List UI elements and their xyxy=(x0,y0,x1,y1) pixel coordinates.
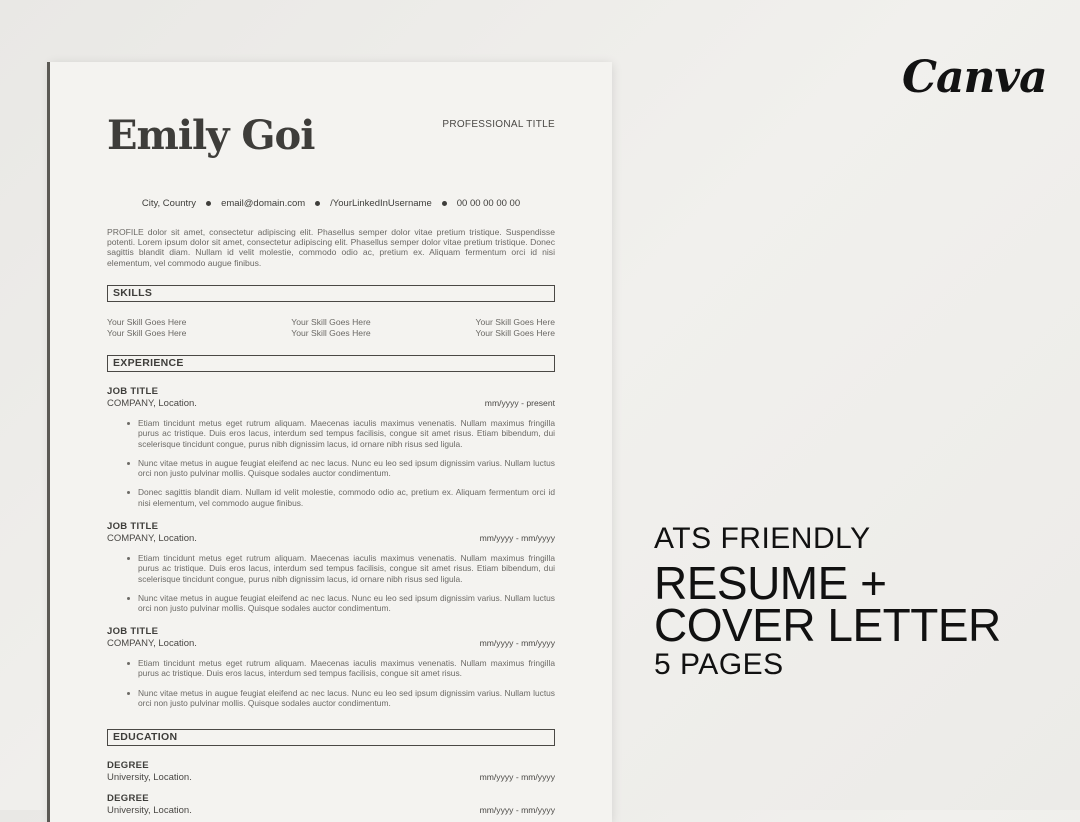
job-bullet: Etiam tincidunt metus eget rutrum aliquam. Maecenas iaculis maximus venenatis. Nullam maximus fringilla purus ac tristique. Duis eros lacus, interdum sed tempus facilisis, congue sit amet risus. Etiam bibendum, dui scelerisque tincidunt congue, purus nibh dignissim lacus, id ornare nibh risus sed ligula. xyxy=(138,553,555,584)
canva-logo: Canva xyxy=(902,52,1047,103)
job-entry xyxy=(107,386,555,517)
job-bullet: Etiam tincidunt metus eget rutrum aliquam. Maecenas iaculis maximus venenatis. Nullam maximus fringilla purus ac tristique. Duis eros lacus, interdum sed tempus facilisis, congue sit amet risus. xyxy=(138,658,555,679)
bullet-dot xyxy=(315,201,320,206)
school: University, Location. xyxy=(107,772,192,783)
job-bullet: Donec sagittis blandit diam. Nullam id velit molestie, commodo odio ac, pretium ex. Aliquam fermentum orci id nisi elementum, vel commodo augue finibus. xyxy=(138,487,555,508)
job-bullets xyxy=(107,418,555,508)
job-entry xyxy=(107,521,555,622)
contact-linkedin: /YourLinkedInUsername xyxy=(330,198,432,209)
professional-title: PROFESSIONAL TITLE xyxy=(442,119,555,130)
promo-line-pages: 5 PAGES xyxy=(654,648,784,681)
education-entry xyxy=(107,793,555,816)
job-company-row xyxy=(107,638,555,649)
job-bullet: Nunc vitae metus in augue feugiat eleifend ac nec lacus. Nunc eu leo sed ipsum dignissim varius. Nullam luctus orci non justo pulvinar mollis. Quisque sodales auctor condimentum. xyxy=(138,457,555,479)
job-dates: mm/yyyy - mm/yyyy xyxy=(479,638,555,648)
skill-item: Your Skill Goes Here xyxy=(107,327,187,338)
education-row xyxy=(107,805,555,816)
promo-headline xyxy=(654,522,1001,682)
skill-item: Your Skill Goes Here xyxy=(291,327,371,338)
resume-name: Emily Goi xyxy=(107,112,315,159)
job-title: JOB TITLE xyxy=(107,521,159,532)
job-company: COMPANY, Location. xyxy=(107,533,197,544)
skill-item: Your Skill Goes Here xyxy=(475,327,555,338)
skills-column xyxy=(476,317,555,338)
job-title: JOB TITLE xyxy=(107,626,159,637)
promo-line-resume: RESUME + xyxy=(654,557,887,609)
skill-item: Your Skill Goes Here xyxy=(107,317,187,327)
education-heading: EDUCATION xyxy=(107,729,555,746)
contact-phone: 00 00 00 00 00 xyxy=(456,198,521,209)
job-company: COMPANY, Location. xyxy=(107,638,197,649)
experience-heading: EXPERIENCE xyxy=(107,355,555,372)
skill-item: Your Skill Goes Here xyxy=(291,317,371,327)
school: University, Location. xyxy=(107,805,192,816)
skill-item: Your Skill Goes Here xyxy=(475,317,555,327)
job-bullet: Nunc vitae metus in augue feugiat eleifend ac nec lacus. Nunc eu leo sed ipsum dignissim varius. Nullam luctus orci non justo pulvinar mollis. Quisque sodales auctor condimentum. xyxy=(138,687,555,708)
degree: DEGREE xyxy=(107,760,149,771)
job-bullet: Nunc vitae metus in augue feugiat eleifend ac nec lacus. Nunc eu leo sed ipsum dignissim varius. Nullam luctus orci non justo pulvinar mollis. Quisque sodales auctor condimentum. xyxy=(138,592,555,614)
profile-text: PROFILE dolor sit amet, consectetur adipiscing elit. Phasellus semper dolor vitae pretium tristique. Suspendisse potenti. Lorem ipsum dolor sit amet, consectetur adipiscing elit. Phasellus semper dolor vitae pretium tristique. Donec sagittis blandit diam. Nullam id velit molestie, commodo odio ac, pretium ex. Aliquam fermentum orci id nisi elementum, vel commodo augue finibus. xyxy=(107,227,555,268)
job-company-row xyxy=(107,533,555,544)
skills-column xyxy=(107,317,186,338)
job-bullets xyxy=(107,553,555,613)
promo-line-ats: ATS FRIENDLY xyxy=(654,522,871,555)
job-company-row xyxy=(107,398,555,409)
job-dates: mm/yyyy - present xyxy=(484,398,555,408)
contact-email: email@domain.com xyxy=(221,198,306,209)
promo-line-cover-letter: COVER LETTER xyxy=(654,599,1001,651)
job-entry xyxy=(107,626,555,717)
bullet-dot xyxy=(442,201,447,206)
job-title: JOB TITLE xyxy=(107,386,159,397)
skills-list xyxy=(107,317,555,338)
contact-line xyxy=(107,198,555,209)
degree: DEGREE xyxy=(107,793,149,804)
education-dates: mm/yyyy - mm/yyyy xyxy=(479,805,555,815)
education-dates: mm/yyyy - mm/yyyy xyxy=(479,772,555,782)
bullet-dot xyxy=(206,201,211,206)
job-dates: mm/yyyy - mm/yyyy xyxy=(479,533,555,543)
job-company: COMPANY, Location. xyxy=(107,398,197,409)
skills-heading: SKILLS xyxy=(107,285,555,302)
contact-location: City, Country xyxy=(141,198,197,209)
job-bullet: Etiam tincidunt metus eget rutrum aliquam. Maecenas iaculis maximus venenatis. Nullam maximus fringilla purus ac tristique. Duis eros lacus, interdum sed tempus facilisis, congue sit amet risus. Etiam bibendum, dui scelerisque tincidunt congue, purus nibh dignissim lacus, id ornare nibh risus sed ligula. xyxy=(138,418,555,449)
job-bullets xyxy=(107,658,555,708)
education-entry xyxy=(107,760,555,783)
education-row xyxy=(107,772,555,783)
resume-page xyxy=(50,62,612,822)
skills-column xyxy=(291,317,370,338)
